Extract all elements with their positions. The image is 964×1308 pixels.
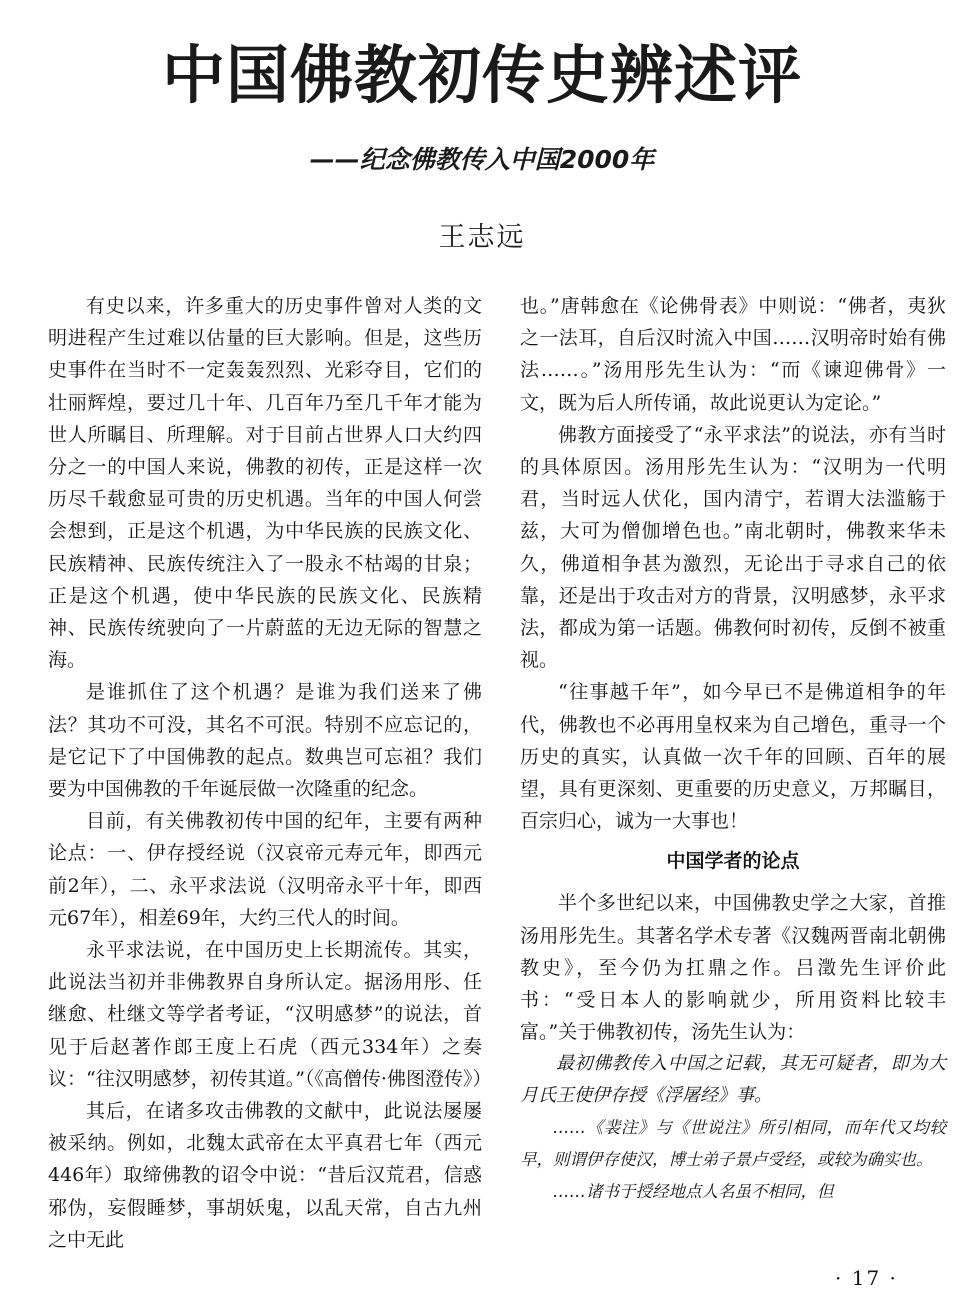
paragraph: 目前，有关佛教初传中国的纪年，主要有两种论点：一、伊存授经说（汉哀帝元寿元年，即西元前2年），二、永平求法说（汉明帝永平十年，即西元67年），相差69年，大约三代人的时间。 (48, 810, 482, 929)
article-author: 王志远 (438, 222, 526, 253)
article-subtitle: ——纪念佛教传入中国2000年 (309, 145, 655, 174)
article-title: 中国佛教初传史辨述评 (162, 39, 802, 112)
quote-paragraph: ……诸书于授经地点人名虽不相同，但 (553, 1182, 834, 1202)
paragraph: 也。”唐韩愈在《论佛骨表》中则说：“佛者，夷狄之一法耳，自后汉时流入中国……汉明帝时始有佛法……。”汤用彤先生认为：“而《谏迎佛骨》一文，既为后人所传诵，故此说更认为定论。” (520, 295, 946, 414)
paragraph: 其后，在诸多攻击佛教的文献中，此说法屡屡被采纳。例如，北魏太武帝在太平真君七年（西元446年）取缔佛教的诏令中说：“昔后汉荒君，信惑邪伪，妄假睡梦，事胡妖鬼，以乱天常，自古九州之中无此 (48, 1100, 482, 1251)
paragraph: 永平求法说，在中国历史上长期流传。其实，此说法当初并非佛教界自身所认定。据汤用彤、任继愈、杜继文等学者考证，“汉明感梦”的说法，首见于后赵著作郎王度上石虎（西元334年）之奏议：“往汉明感梦，初传其道。”（《高僧传·佛图澄传》） (48, 939, 492, 1090)
block-quote (520, 1048, 946, 1208)
paragraph: 佛教方面接受了“永平求法”的说法，亦有当时的具体原因。汤用彤先生认为：“汉明为一代明君，当时远人伏化，国内清宁，若谓大法滥觞于兹，大可为僧伽增色也。”南北朝时，佛教来华未久，佛道相争甚为激烈，无论出于寻求自己的依靠，还是出于攻击对方的背景，汉明感梦，永平求法，都成为第一话题。佛教何时初传，反倒不被重视。 (520, 423, 946, 672)
right-column (520, 290, 946, 1208)
section-heading: 中国学者的论点 (666, 850, 800, 873)
paragraph: 半个多世纪以来，中国佛教史学之大家，首推汤用彤先生。其著名学术专著《汉魏两晋南北朝佛教史》，至今仍为扛鼎之作。吕澂先生评价此书：“受日本人的影响就少，所用资料比较丰富。”关于佛教初传，汤先生认为： (520, 892, 946, 1044)
paragraph: 是谁抓住了这个机遇？是谁为我们送来了佛法？其功不可没，其名不可泯。特别不应忘记的，是它记下了中国佛教的起点。数典岂可忘祖？我们要为中国佛教的千年诞辰做一次隆重的纪念。 (48, 681, 482, 801)
quote-paragraph: ……《裴注》与《世说注》所引相同，而年代又均较早，则谓伊存使汉，博士弟子景卢受经，或较为确实也。 (520, 1118, 946, 1170)
quote-paragraph: 最初佛教传入中国之记载，其无可疑者，即为大月氏王使伊存授《浮屠经》事。 (520, 1053, 946, 1107)
left-column (48, 290, 492, 1256)
paragraph: 有史以来，许多重大的历史事件曾对人类的文明进程产生过难以估量的巨大影响。但是，这些历史事件在当时不一定轰轰烈烈、光彩夺目，它们的壮丽辉煌，要过几十年、几百年乃至几千年才能为世人所瞩目、所理解。对于目前占世界人口大约四分之一的中国人来说，佛教的初传，正是这样一次历尽千载愈显可贵的历史机遇。当年的中国人何尝会想到，正是这个机遇，为中华民族的民族文化、民族精神、民族传统注入了一股永不枯竭的甘泉；正是这个机遇，使中华民族的民族文化、民族精神、民族传统驶向了一片蔚蓝的无边无际的智慧之海。 (48, 295, 482, 672)
paragraph: “往事越千年”，如今早已不是佛道相争的年代，佛教也不必再用皇权来为自己增色，重寻一个历史的真实，认真做一次千年的回顾、百年的展望，具有更深刻、更重要的历史意义，万邦瞩目，百宗归心，诚为一大事也！ (520, 681, 946, 833)
page-number: · 17 · (835, 1266, 898, 1290)
